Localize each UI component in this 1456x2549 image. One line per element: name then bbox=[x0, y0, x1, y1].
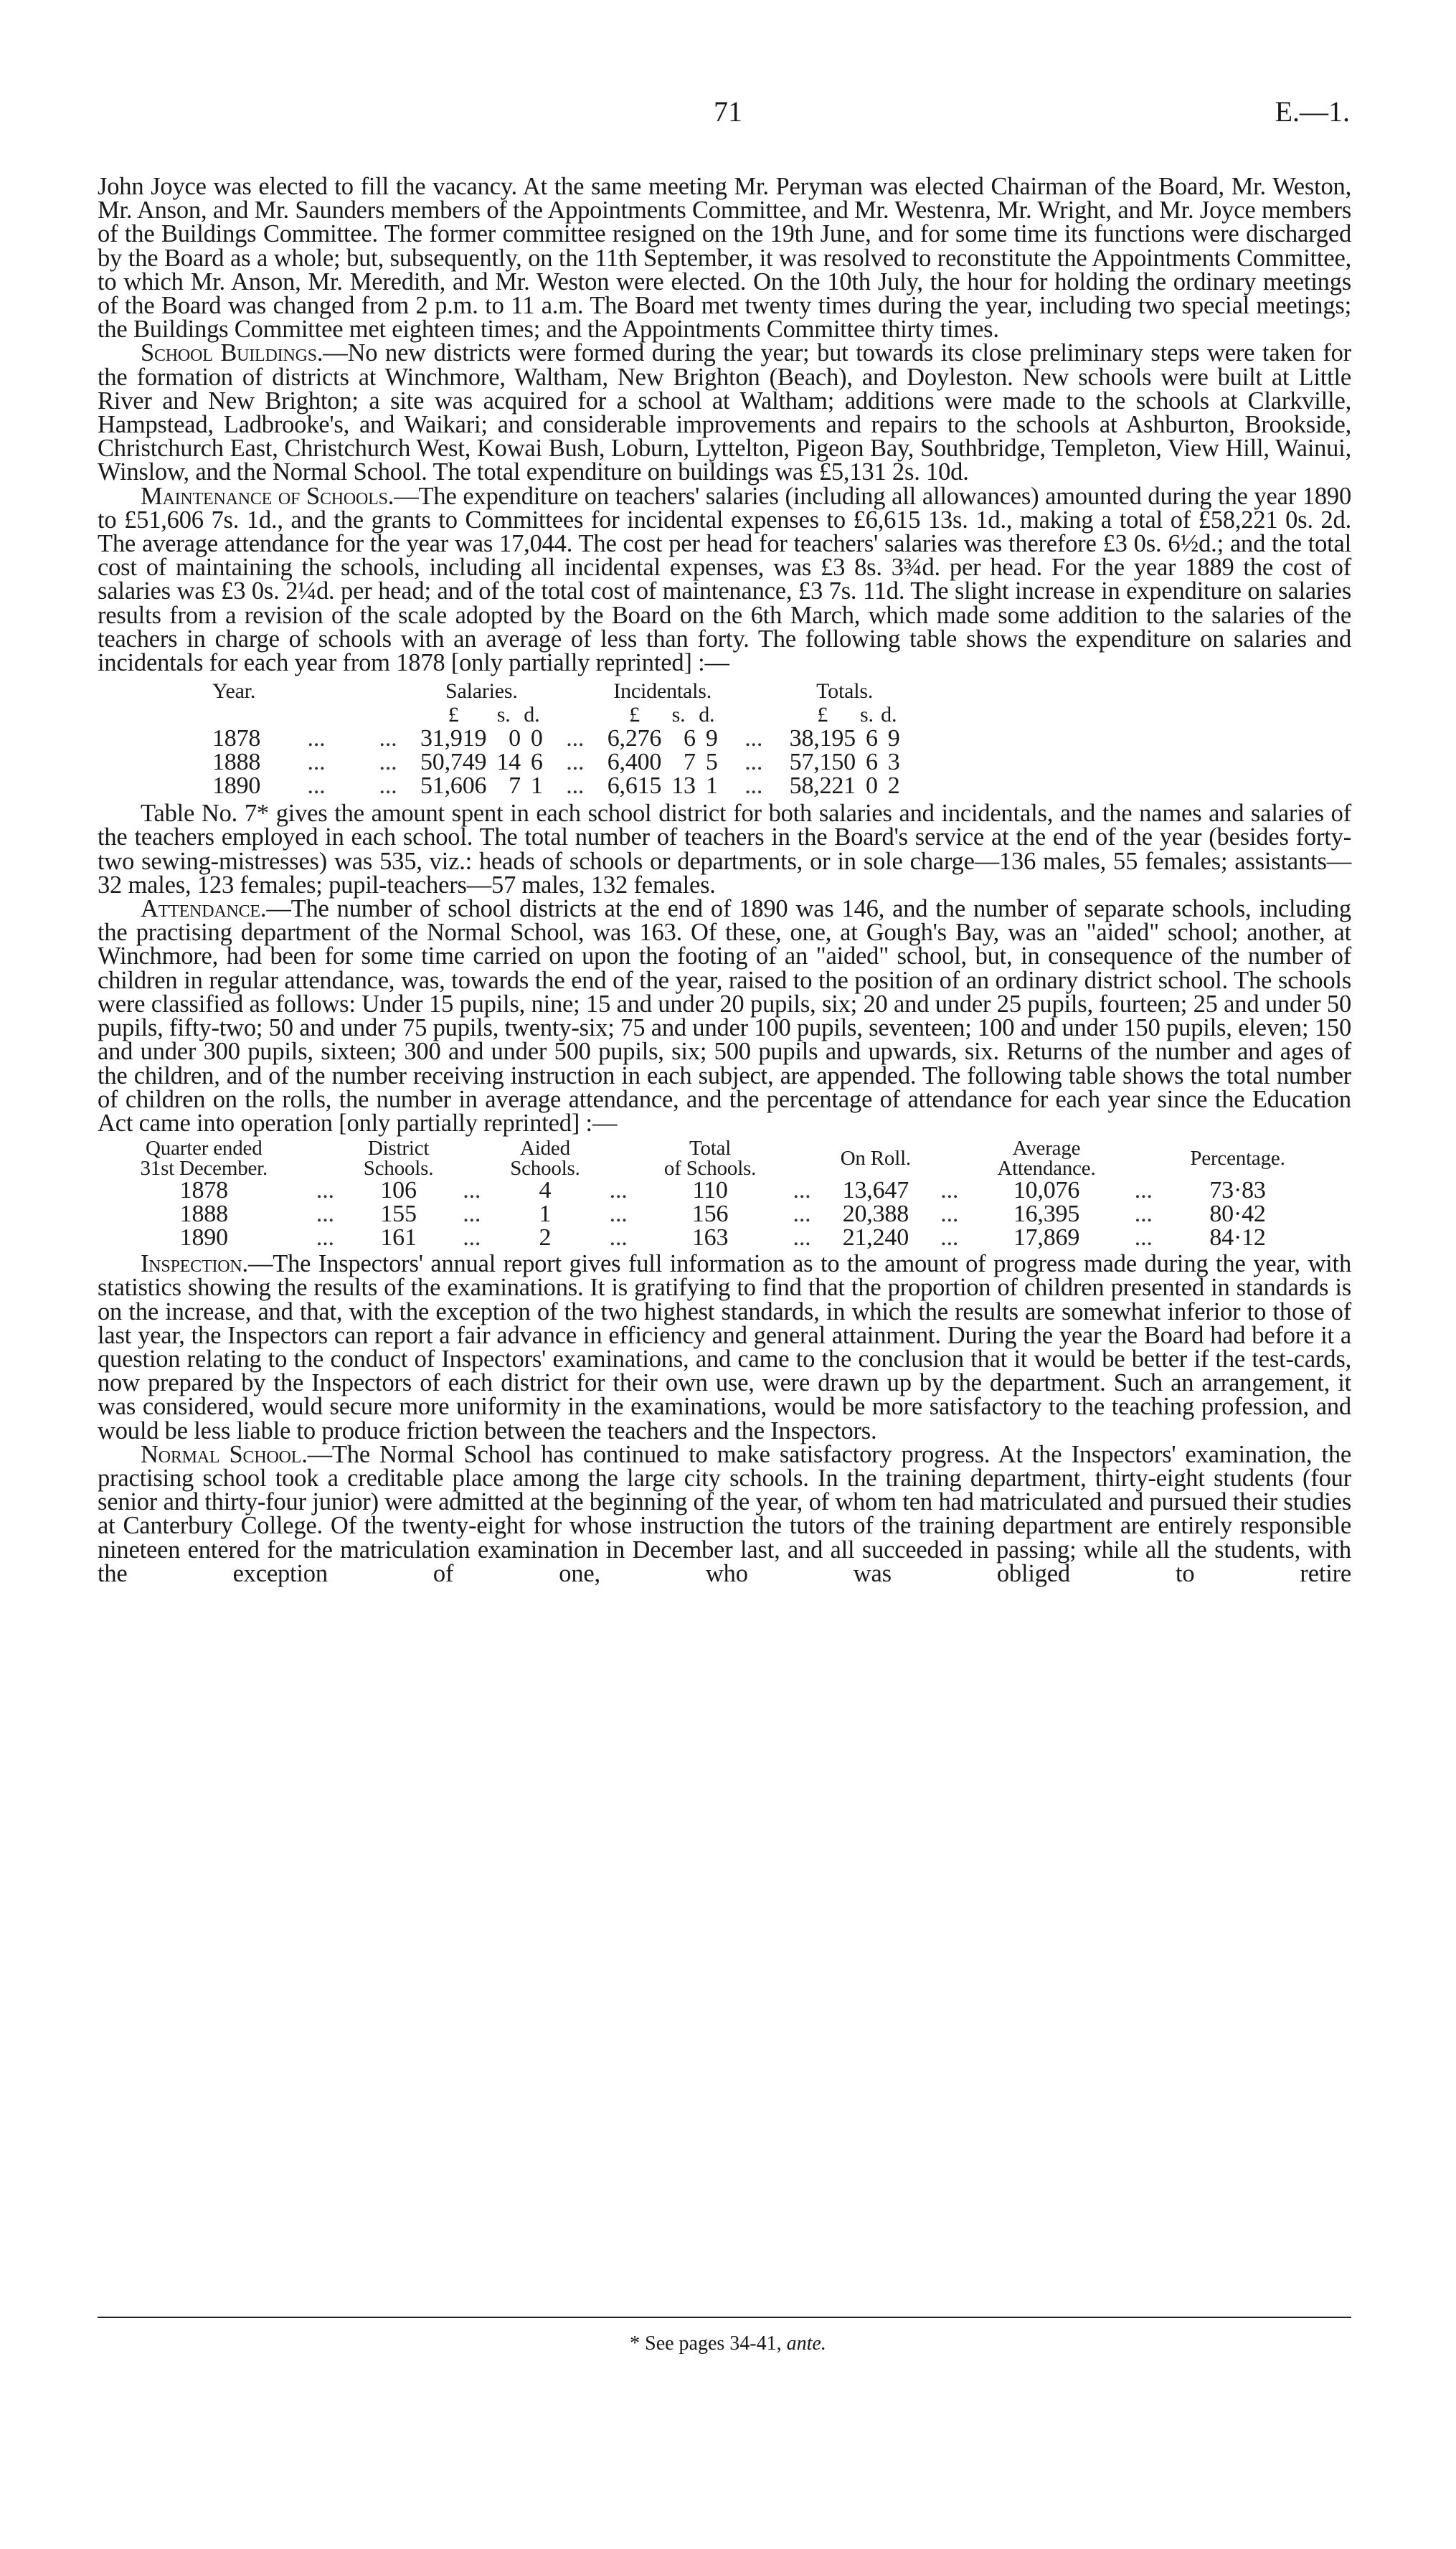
cell-sal-l: 51,606 bbox=[420, 772, 487, 800]
leader-dots: ... bbox=[307, 749, 326, 776]
leader-dots: ... bbox=[940, 1224, 959, 1252]
leader-dots: ... bbox=[1134, 1177, 1153, 1204]
section-heading: School Buildings. bbox=[141, 339, 323, 367]
cell-year: 1878 bbox=[212, 725, 261, 752]
table-header-row bbox=[212, 679, 900, 703]
column-header: Quarter ended 31st December. bbox=[140, 1137, 268, 1181]
leader-dots: ... bbox=[379, 772, 397, 800]
paragraph-school-buildings bbox=[98, 341, 1351, 484]
cell-pct: 84·12 bbox=[1209, 1224, 1266, 1252]
cell-pct: 73·83 bbox=[1209, 1177, 1266, 1204]
leader-dots: ... bbox=[744, 772, 763, 800]
section-heading: Attendance. bbox=[141, 895, 267, 923]
leader-dots: ... bbox=[609, 1177, 628, 1204]
table-row bbox=[98, 1226, 1317, 1249]
cell-tot-d: 2 bbox=[887, 772, 900, 800]
leader-dots: ... bbox=[609, 1224, 628, 1252]
leader-dots: ... bbox=[463, 1201, 481, 1228]
cell-roll: 13,647 bbox=[842, 1177, 909, 1204]
leader-dots: ... bbox=[316, 1177, 334, 1204]
paragraph-attendance bbox=[98, 897, 1351, 1135]
cell-roll: 20,388 bbox=[842, 1201, 909, 1228]
table-row bbox=[212, 750, 900, 774]
column-header: Incidentals. bbox=[613, 679, 712, 704]
cell-inc-l: 6,400 bbox=[607, 749, 662, 776]
cell-inc-s: 6 bbox=[684, 725, 696, 752]
cell-inc-l: 6,276 bbox=[607, 725, 662, 752]
paragraph-text: —The number of school districts at the end of 1890 was 146, and the number of separate schools, including the practising department of the Normal School, was 163. Of these, one, at Gough's Bay, was an "aided" school; another, at Winchmore, had been for some time carried on upon the footing of an "aided" school, but, in consequence of the number of children in regular attendance, was, towards the end of the year, raised to the position of an ordinary district school. The schools were classified as follows: Under 15 pupils, nine; 15 and under 20 pupils, six; 20 and under 25 pupils, fourteen; 25 and under 50 pupils, fifty-two; 50 and under 75 pupils, twenty-six; 75 and under 100 pupils, seventeen; 100 and under 150 pupils, eleven; 150 and under 300 pupils, sixteen; 300 and under 500 pupils, six; 500 pupils and upwards, six. Returns of the number and ages of the children, and of the number receiving instruction in each subject, are appended. The following table shows the total number of children on the rolls, the number in average attendance, and the percentage of attendance for each year since the Education Act came into operation [only partially reprinted] :— bbox=[98, 895, 1351, 1137]
footnote bbox=[0, 2332, 1456, 2355]
leader-dots: ... bbox=[566, 725, 585, 752]
cell-pct: 80·42 bbox=[1209, 1201, 1266, 1228]
cell-avg: 10,076 bbox=[1013, 1177, 1080, 1204]
unit-label: £ bbox=[817, 703, 828, 727]
cell-sal-s: 0 bbox=[509, 725, 521, 752]
paragraph-maintenance bbox=[98, 482, 1351, 677]
leader-dots: ... bbox=[940, 1177, 959, 1204]
paragraph-text: —No new districts were formed during the year; but towards its close preliminary steps were taken for the formation of districts at Winchmore, Waltham, New Brighton (Beach), and Doyleston. New schools were built at Little River and New Brighton; a site was acquired for a school at Waltham; additions were made to the schools at Clarkville, Hampstead, Ladbrooke's, and Waikari; and considerable improvements and repairs to the schools at Ashburton, Brookside, Christchurch East, Christchurch West, Kowai Bush, Loburn, Lyttelton, Pigeon Bay, Southbridge, Templeton, View Hill, Wainui, Winslow, and the Normal School. The total expenditure on buildings was £5,131 2s. 10d. bbox=[98, 339, 1351, 486]
cell-tot-s: 6 bbox=[865, 725, 878, 752]
column-header: Total of Schools. bbox=[663, 1137, 757, 1181]
table-unit-row bbox=[212, 703, 900, 727]
cell-district: 155 bbox=[380, 1201, 417, 1228]
leader-dots: ... bbox=[1134, 1224, 1153, 1252]
unit-label: £ bbox=[629, 703, 640, 727]
cell-sal-s: 14 bbox=[496, 749, 521, 776]
footnote-ante: ante. bbox=[786, 2332, 826, 2355]
leader-dots: ... bbox=[463, 1177, 481, 1204]
leader-dots: ... bbox=[744, 749, 763, 776]
leader-dots: ... bbox=[793, 1177, 811, 1204]
cell-inc-d: 1 bbox=[705, 772, 718, 800]
table-row bbox=[98, 1178, 1317, 1202]
column-header: Totals. bbox=[816, 679, 874, 704]
leader-dots: ... bbox=[316, 1201, 334, 1228]
leader-dots: ... bbox=[609, 1201, 628, 1228]
cell-tot-s: 6 bbox=[865, 749, 878, 776]
column-header: Percentage. bbox=[1190, 1147, 1285, 1171]
cell-sal-s: 7 bbox=[509, 772, 521, 800]
cell-tot-l: 57,150 bbox=[789, 749, 856, 776]
cell-total: 163 bbox=[691, 1224, 729, 1252]
column-header: On Roll. bbox=[840, 1147, 911, 1171]
unit-label: d. bbox=[699, 703, 715, 727]
leader-dots: ... bbox=[793, 1201, 811, 1228]
paragraph-text: —The Normal School has continued to make satisfactory progress. At the Inspectors' examination, the practising school took a creditable place among the large city schools. In the training department, thirty-eight students (four senior and thirty-four junior) were admitted at the beginning of the year, of whom ten had matriculated and pursued their studies at Canterbury College. Of the twenty-eight for whose instruction the tutors of the training department are entirely responsible nineteen entered for the matriculation examination in December last, and all succeeded in passing; while all the students, with the exception of one, who was obliged to retire bbox=[98, 1440, 1352, 1587]
leader-dots: ... bbox=[307, 725, 326, 752]
unit-label: s. bbox=[860, 703, 874, 727]
column-header: Average Attendance. bbox=[997, 1137, 1096, 1181]
leader-dots: ... bbox=[316, 1224, 334, 1252]
section-heading: Inspection. bbox=[141, 1250, 248, 1278]
cell-year: 1888 bbox=[179, 1201, 228, 1228]
cell-aided: 2 bbox=[539, 1224, 552, 1252]
paragraph-text: —The expenditure on teachers' salaries (including all allowances) amounted during the year 1890 to £51,606 7s. 1d., and the grants to Committees for incidental expenses to £6,615 13s. 1d., making a total of £58,221 0s. 2d. The average attendance for the year was 17,044. The cost per head for teachers' salaries was therefore £3 0s. 6½d.; and the total cost of maintaining the schools, including all incidental expenses, was £3 8s. 3¾d. per head. For the year 1889 the cost of salaries was £3 0s. 2¼d. per head; and of the total cost of maintenance, £3 7s. 11d. The slight increase in expenditure on salaries results from a revision of the scale adopted by the Board on the 6th March, which made some addition to the salaries of the teachers in charge of schools with an average of less than forty. The following table shows the expenditure on salaries and incidentals for each year from 1878 [only partially reprinted] :— bbox=[98, 482, 1351, 677]
unit-label: £ bbox=[448, 703, 459, 727]
cell-inc-s: 7 bbox=[684, 749, 696, 776]
cell-aided: 4 bbox=[539, 1177, 552, 1204]
leader-dots: ... bbox=[744, 725, 763, 752]
cell-tot-d: 9 bbox=[887, 725, 900, 752]
document-reference: E.—1. bbox=[1275, 95, 1350, 128]
cell-district: 106 bbox=[380, 1177, 417, 1204]
attendance-table bbox=[98, 1137, 1317, 1252]
expenditure-table bbox=[212, 679, 900, 798]
cell-year: 1888 bbox=[212, 749, 261, 776]
paragraph-teachers: Table No. 7* gives the amount spent in each school district for both salaries and incidentals, and the names and salaries of the teachers employed in each school. The total number of teachers in the Board's service at the end of the year (besides forty-two sewing-mistresses) was 535, viz.: heads of schools or departments, or in sole charge—136 males, 55 females; assistants—32 males, 123 females; pupil-teachers—57 males, 132 females. bbox=[98, 800, 1351, 899]
footnote-rule bbox=[98, 2317, 1351, 2318]
cell-sal-d: 0 bbox=[530, 725, 543, 752]
unit-label: s. bbox=[496, 703, 511, 727]
leader-dots: ... bbox=[307, 772, 326, 800]
cell-sal-l: 50,749 bbox=[420, 749, 487, 776]
leader-dots: ... bbox=[940, 1201, 959, 1228]
column-header: Year. bbox=[212, 679, 256, 704]
unit-label: d. bbox=[881, 703, 897, 727]
leader-dots: ... bbox=[379, 749, 397, 776]
cell-total: 156 bbox=[691, 1201, 729, 1228]
column-header: Salaries. bbox=[445, 679, 518, 704]
cell-tot-s: 0 bbox=[865, 772, 878, 800]
leader-dots: ... bbox=[1134, 1201, 1153, 1228]
footnote-text: * See pages 34-41, bbox=[630, 2332, 782, 2355]
cell-sal-d: 6 bbox=[530, 749, 543, 776]
cell-year: 1890 bbox=[212, 772, 261, 800]
cell-tot-l: 38,195 bbox=[789, 725, 856, 752]
cell-aided: 1 bbox=[539, 1201, 552, 1228]
paragraph-text: —The Inspectors' annual report gives full information as to the amount of progress made during the year, with statistics showing the results of the examinations. It is gratifying to find that the proportion of children presented in standards is on the increase, and that, with the exception of the two highest standards, in which the results are somewhat inferior to those of last year, the Inspectors can report a fair advance in efficiency and general attainment. During the year the Board had before it a question relating to the conduct of Inspectors' examinations, and came to the conclusion that it would be better if the test-cards, now prepared by the Inspectors of each district for their own use, were drawn up by the department. Such an arrangement, it was considered, would secure more uniformity in the examinations, would be more satisfactory to the teaching profession, and would be less liable to produce friction between the teachers and the Inspectors. bbox=[98, 1250, 1351, 1444]
cell-inc-d: 5 bbox=[705, 749, 718, 776]
cell-tot-d: 3 bbox=[887, 749, 900, 776]
unit-label: s. bbox=[671, 703, 686, 727]
cell-inc-l: 6,615 bbox=[607, 772, 662, 800]
page-header bbox=[0, 95, 1456, 131]
cell-inc-d: 9 bbox=[705, 725, 718, 752]
section-heading: Maintenance of Schools. bbox=[141, 482, 394, 510]
page-body bbox=[98, 175, 1351, 1586]
cell-total: 110 bbox=[692, 1177, 728, 1204]
cell-tot-l: 58,221 bbox=[789, 772, 856, 800]
leader-dots: ... bbox=[463, 1224, 481, 1252]
cell-avg: 17,869 bbox=[1013, 1224, 1080, 1252]
cell-sal-d: 1 bbox=[530, 772, 543, 800]
cell-year: 1890 bbox=[179, 1224, 228, 1252]
leader-dots: ... bbox=[379, 725, 397, 752]
cell-roll: 21,240 bbox=[842, 1224, 909, 1252]
leader-dots: ... bbox=[793, 1224, 811, 1252]
table-row bbox=[212, 774, 900, 798]
paragraph-normal-school bbox=[98, 1440, 1352, 1587]
unit-label: d. bbox=[524, 703, 540, 727]
leader-dots: ... bbox=[566, 772, 585, 800]
page-number: 71 bbox=[714, 95, 742, 128]
table-row bbox=[212, 727, 900, 750]
column-header: District Schools. bbox=[363, 1137, 434, 1181]
paragraph-inspection bbox=[98, 1252, 1351, 1443]
cell-avg: 16,395 bbox=[1013, 1201, 1080, 1228]
leader-dots: ... bbox=[566, 749, 585, 776]
column-header: Aided Schools. bbox=[510, 1137, 580, 1181]
table-row bbox=[98, 1202, 1317, 1226]
cell-sal-l: 31,919 bbox=[420, 725, 487, 752]
cell-year: 1878 bbox=[179, 1177, 228, 1204]
cell-district: 161 bbox=[380, 1224, 417, 1252]
table-header-row bbox=[98, 1138, 1317, 1178]
cell-inc-s: 13 bbox=[671, 772, 696, 800]
section-heading: Normal School. bbox=[141, 1440, 308, 1468]
paragraph-board: John Joyce was elected to fill the vacancy. At the same meeting Mr. Peryman was elected Chairman of the Board, Mr. Weston, Mr. Anson, and Mr. Saunders members of the Appointments Committee, and Mr. Westenra, Mr. Wright, and Mr. Joyce members of the Buildings Committee. The former committee resigned on the 19th June, and for some time its functions were discharged by the Board as a whole; but, subsequently, on the 11th September, it was resolved to reconstitute the Appointments Committee, to which Mr. Anson, Mr. Meredith, and Mr. Weston were elected. On the 10th July, the hour for holding the ordinary meetings of the Board was changed from 2 p.m. to 11 a.m. The Board met twenty times during the year, including two special meetings; the Buildings Committee met eighteen times; and the Appointments Committee thirty times. bbox=[98, 173, 1351, 344]
